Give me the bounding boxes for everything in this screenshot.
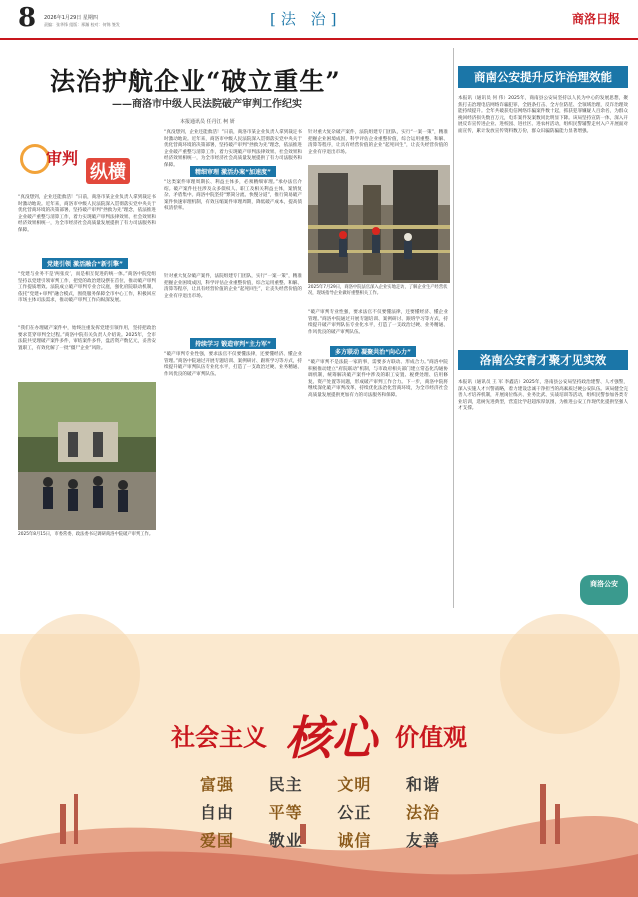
section-2-continued: 针对重大复杂破产案件，法院组建专门团队，实行“一案一策”，精准把握企业困境成因，科学评估企业重整价值，综合运用重整、和解、清算等程序，让具有经营价值的企业“起死回生”，让丧失经营价值的企业有序退出市场。: [308, 130, 448, 155]
page-header: [0, 0, 638, 40]
section-2-text: “这类案件审理周期长、利益主体多，必须精细审理。”承办法官介绍。破产案件往往涉及众多债权人、职工及相关利益主体，案情复杂、矛盾集中。商洛中院坚持“繁简分流、快慢分道”，推行简易破产案件快速审理机制，有效压缩案件审理周期，降低破产成本，提高债权清偿率。: [164, 180, 302, 212]
newspaper-brand: 商洛日报: [571, 12, 620, 26]
factory-photo-caption: 2025年7月29日，商洛中院法官深入企业实地走访，了解企业生产经营状况，现场指导企业做好重整相关工作。: [308, 285, 448, 296]
section-heading-2: 精细审理 激活办案“加速度”: [190, 166, 276, 177]
value-item: 爱国: [200, 831, 235, 850]
lead-article-title: 法治护航企业“破立重生”: [50, 67, 341, 96]
police-column-stamp: 商洛公安: [580, 575, 628, 605]
value-item: 诚信: [337, 831, 372, 850]
value-item: 公正: [337, 803, 372, 822]
column-separator: [453, 48, 454, 608]
meeting-photo-caption: 2025年8月15日，市委常委、政法委书记调研商洛中院破产审判工作。: [18, 532, 154, 537]
values-row-3: [200, 828, 440, 851]
core-values-grid: [200, 772, 440, 856]
right-article-2-text: 本报讯（通讯员 王 军 李鑫洁）2025年，洛南县公安局坚持政治建警、人才强警，深入实施人才兴警战略，着力建设忠诚干净担当的高素质过硬公安队伍。该局健全完善人才培养机制，开展岗位练兵、业务比武、实战培训等活动，组织民警参加各类专业培训，选树先进典型，营造比学赶超浓厚氛围，为推进公安工作现代化提供坚强人才支撑。: [458, 380, 628, 412]
meeting-photo: [18, 382, 156, 530]
factory-photo: [308, 165, 450, 283]
value-item: 民主: [268, 775, 303, 794]
right-article-1-title: 商南公安提升反诈治理效能: [458, 66, 628, 88]
value-item: 法治: [405, 803, 440, 822]
section-heading-3: 持续学习 锻造审判“主力军”: [190, 338, 276, 349]
value-item: 文明: [337, 775, 372, 794]
right-article-2-title: 洛南公安育才聚才见实效: [458, 350, 628, 370]
value-item: 友善: [405, 831, 440, 850]
banner-title-center: 核心: [285, 711, 377, 765]
lead-article-byline: 本报通讯员 任丹江 柯 妍: [180, 119, 235, 125]
value-item: 自由: [200, 803, 235, 822]
section-1-text: “党建与业务不是‘两张皮’，而是相互促进的统一体。”商洛中院党组坚持以党建引领审判工作，把党的政治建设摆在首位，推动破产审判工作提质增效。法院成立破产审判专业合议庭，强化府院联动机制，依托“党建+审判”融合模式，围绕服务保障全市中心工作，积极回应市场主体司法需求，推动破产审判工作向纵深发展。: [18, 272, 156, 304]
section-2-text-2: 针对重大复杂破产案件，法院组建专门团队，实行“一案一策”，精准把握企业困境成因，科学评估企业重整价值，综合运用重整、和解、清算等程序，让具有经营价值的企业“起死回生”，让丧失经营价值的企业有序退出市场。: [164, 274, 302, 299]
banner-title-right: 价值观: [395, 722, 467, 752]
editorial-staff: 责编：张华锋 组版：邢瀚 校对：何锦 签发: [44, 22, 120, 27]
value-item: 平等: [268, 803, 303, 822]
badge-title-bottom: 纵横: [86, 158, 130, 184]
section-3-continued: “破产审判专业性强，要求法官不仅要懂法律，还要懂经济、懂企业管理。”商洛中院通过开展专题培训、案例研讨、跟班学习等方式，持续提升破产审判队伍专业化水平，打造了一支政治过硬、业务精通、作风优良的破产审判队伍。: [308, 310, 448, 335]
lead-intro: “真没想到，企业还能救活！”日前，商洛市某企业负责人拿到裁定书时激动地说。近年来，商洛市中级人民法院深入贯彻落实党中央关于优化营商环境的决策部署，坚持破产审判“拯救为先”理念，依法推进企业破产重整与清算工作，着力实现破产审判法律效果、社会效果和经济效果相统一，为全市经济社会高质量发展提供了有力司法服务和保障。: [18, 195, 156, 233]
banner-title-left: 社会主义: [171, 722, 267, 752]
lead-continued-text: “真没想到，企业还能救活！”日前，商洛市某企业负责人拿到裁定书时激动地说。近年来，商洛市中级人民法院深入贯彻落实党中央关于优化营商环境的决策部署，坚持破产审判“拯救为先”理念，依法推进企业破产重整与清算工作，着力实现破产审判法律效果、社会效果和经济效果相统一，为全市经济社会高质量发展提供了有力司法服务和保障。: [164, 130, 302, 168]
column-badge: [16, 138, 156, 188]
section-name: [法 治]: [270, 10, 342, 28]
section-1-text-2: “我们在办理破产案件中，始终注重发挥党建引领作用，坚持把政治要求贯穿审判全过程。”商洛中院有关负责人介绍说。2025年，全市法院共受理破产案件多件，审结案件多件，盘活资产数亿元，妥善安置职工，有效化解了一批“僵尸企业”风险。: [18, 326, 156, 351]
factory-photo-image: [308, 165, 450, 283]
section-heading-1: 党建引领 激活融合“新引擎”: [42, 258, 128, 269]
meeting-photo-image: [18, 382, 156, 530]
issue-date: 2026年1月29日 星期四: [44, 15, 98, 21]
values-row-1: [200, 772, 440, 795]
value-item: 敬业: [268, 831, 303, 850]
banner-title: [0, 702, 638, 768]
value-item: 富强: [200, 775, 235, 794]
core-values-banner: [0, 634, 638, 897]
value-item: 和谐: [405, 775, 440, 794]
page-number: 8: [18, 3, 37, 33]
section-3-text: “破产审判专业性强，要求法官不仅要懂法律，还要懂经济、懂企业管理。”商洛中院通过开展专题培训、案例研讨、跟班学习等方式，持续提升破产审判队伍专业化水平，打造了一支政治过硬、业务精通、作风优良的破产审判队伍。: [164, 352, 302, 377]
section-heading-4: 多方联动 凝聚共治“向心力”: [330, 346, 416, 357]
section-4-text: “破产审判不是法院一家的事，需要多方联动、形成合力。”商洛中院积极推动建立“府院联动”机制，与市政府相关部门建立常态化沟通协调机制，统筹解决破产案件中涉及的职工安置、税费处理、信用修复、资产处置等问题，形成破产审判工作合力。下一步，商洛中院将继续深化破产审判改革，持续优化法治化营商环境，为全市经济社会高质量发展提供更加有力的司法服务和保障。: [308, 360, 448, 398]
badge-title-top: 审判: [46, 149, 79, 168]
values-row-2: [200, 800, 440, 823]
lead-article-subtitle: ——商洛市中级人民法院破产审判工作纪实: [112, 99, 302, 110]
right-article-1-text: 本报讯（通讯员 何 伟）2025年，商南县公安局坚持以人民为中心的发展思想，聚焦打击治理电信网络诈骗犯罪，全链条打击、全方位防范、全领域治理，反诈治理效能持续提升。全年共破获电信网络诈骗案件数十起，抓获犯罪嫌疑人百余名，为群众挽回经济损失数百万元，电诈案件发案数同比明显下降。该局坚持宣防一体，深入开展反诈宣传进企业、进校园、进社区、进农村活动，组织民警辅警走村入户开展面对面宣传，累计发放宣传资料数万份，群众识骗防骗能力显著增强。: [458, 96, 628, 134]
